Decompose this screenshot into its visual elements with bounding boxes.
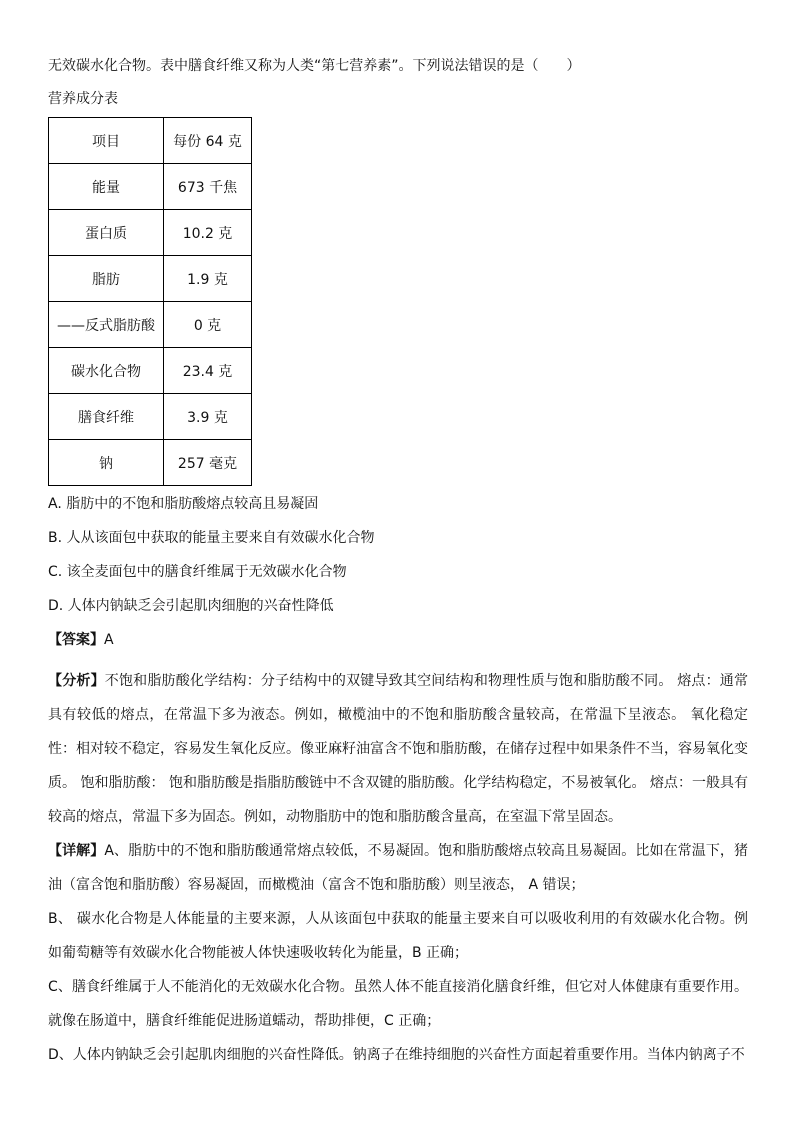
nutrition-table xyxy=(48,117,252,486)
table-cell-item: 项目 xyxy=(49,118,164,164)
table-row xyxy=(49,210,252,256)
table-cell-value: 10.2 克 xyxy=(164,210,252,256)
options-list xyxy=(48,494,748,616)
answer-value: A xyxy=(104,632,114,648)
table-row xyxy=(49,440,252,486)
table-cell-item: 钠 xyxy=(49,440,164,486)
option-b: B. 人从该面包中获取的能量主要来自有效碳水化合物 xyxy=(48,530,375,546)
table-cell-item: 蛋白质 xyxy=(49,210,164,256)
answer xyxy=(48,630,748,650)
table-cell-item: 脂肪 xyxy=(49,256,164,302)
table-cell-value: 每份 64 克 xyxy=(164,118,252,164)
table-caption: 营养成分表 xyxy=(48,91,118,107)
table-cell-value: 0 克 xyxy=(164,302,252,348)
question-intro: 无效碳水化合物。表中膳食纤维又称为人类“第七营养素”。下列说法错误的是（ ） xyxy=(48,58,581,74)
analysis-paragraph xyxy=(48,664,748,834)
analysis-text: 不饱和脂肪酸化学结构：分子结构中的双键导致其空间结构和物理性质与饱和脂肪酸不同。 熔点：通常具有较低的熔点，在常温下多为液态。例如，橄榄油中的不饱和脂肪酸含量较高，在常温下呈液态。 氧化稳定性：相对较不稳定，容易发生氧化反应。像亚麻籽油富含不饱和脂肪酸，在储存过程中如果条件不当，容易氧化变质。 饱和脂肪酸： 饱和脂肪酸是指脂肪酸链中不含双键的脂肪酸。化学结构稳定，不易被氧化。 熔点：一般具有较高的熔点，常温下多为固态。例如，动物脂肪中的饱和脂肪酸含量高，在室温下常呈固态。 xyxy=(48,673,748,825)
table-cell-item: 膳食纤维 xyxy=(49,394,164,440)
table-cell-item: ——反式脂肪酸 xyxy=(49,302,164,348)
table-row xyxy=(49,164,252,210)
detail-label: 【详解】 xyxy=(48,843,105,859)
option-a: A. 脂肪中的不饱和脂肪酸熔点较高且易凝固 xyxy=(48,496,319,512)
option-c: C. 该全麦面包中的膳食纤维属于无效碳水化合物 xyxy=(48,564,347,580)
table-cell-value: 3.9 克 xyxy=(164,394,252,440)
detail-text-a: A、脂肪中的不饱和脂肪酸通常熔点较低，不易凝固。饱和脂肪酸熔点较高且易凝固。比如在常温下，猪油（富含饱和脂肪酸）容易凝固，而橄榄油（富含不饱和脂肪酸）则呈液态， A 错误； xyxy=(48,843,749,893)
document-page xyxy=(48,56,748,1072)
table-row xyxy=(49,256,252,302)
table-row xyxy=(49,118,252,164)
table-cell-value: 1.9 克 xyxy=(164,256,252,302)
table-cell-item: 碳水化合物 xyxy=(49,348,164,394)
detail-paragraph-b: B、 碳水化合物是人体能量的主要来源，人从该面包中获取的能量主要来自可以吸收利用的有效碳水化合物。例如葡萄糖等有效碳水化合物能被人体快速吸收转化为能量，B 正确； xyxy=(48,911,748,961)
analysis-label: 【分析】 xyxy=(48,673,105,689)
detail-paragraph-c: C、膳食纤维属于人不能消化的无效碳水化合物。虽然人体不能直接消化膳食纤维，但它对人体健康有重要作用。就像在肠道中，膳食纤维能促进肠道蠕动，帮助排便，C 正确； xyxy=(48,979,748,1029)
table-cell-item: 能量 xyxy=(49,164,164,210)
table-row xyxy=(49,348,252,394)
option-d: D. 人体内钠缺乏会引起肌肉细胞的兴奋性降低 xyxy=(48,598,334,614)
detail-paragraph-d: D、人体内钠缺乏会引起肌肉细胞的兴奋性降低。钠离子在维持细胞的兴奋性方面起着重要作用。当体内钠离子不 xyxy=(48,1047,745,1063)
table-row xyxy=(49,394,252,440)
table-cell-value: 257 毫克 xyxy=(164,440,252,486)
table-row xyxy=(49,302,252,348)
detail-paragraph-a xyxy=(48,834,748,902)
table-cell-value: 673 千焦 xyxy=(164,164,252,210)
answer-label: 【答案】 xyxy=(48,632,104,648)
table-cell-value: 23.4 克 xyxy=(164,348,252,394)
